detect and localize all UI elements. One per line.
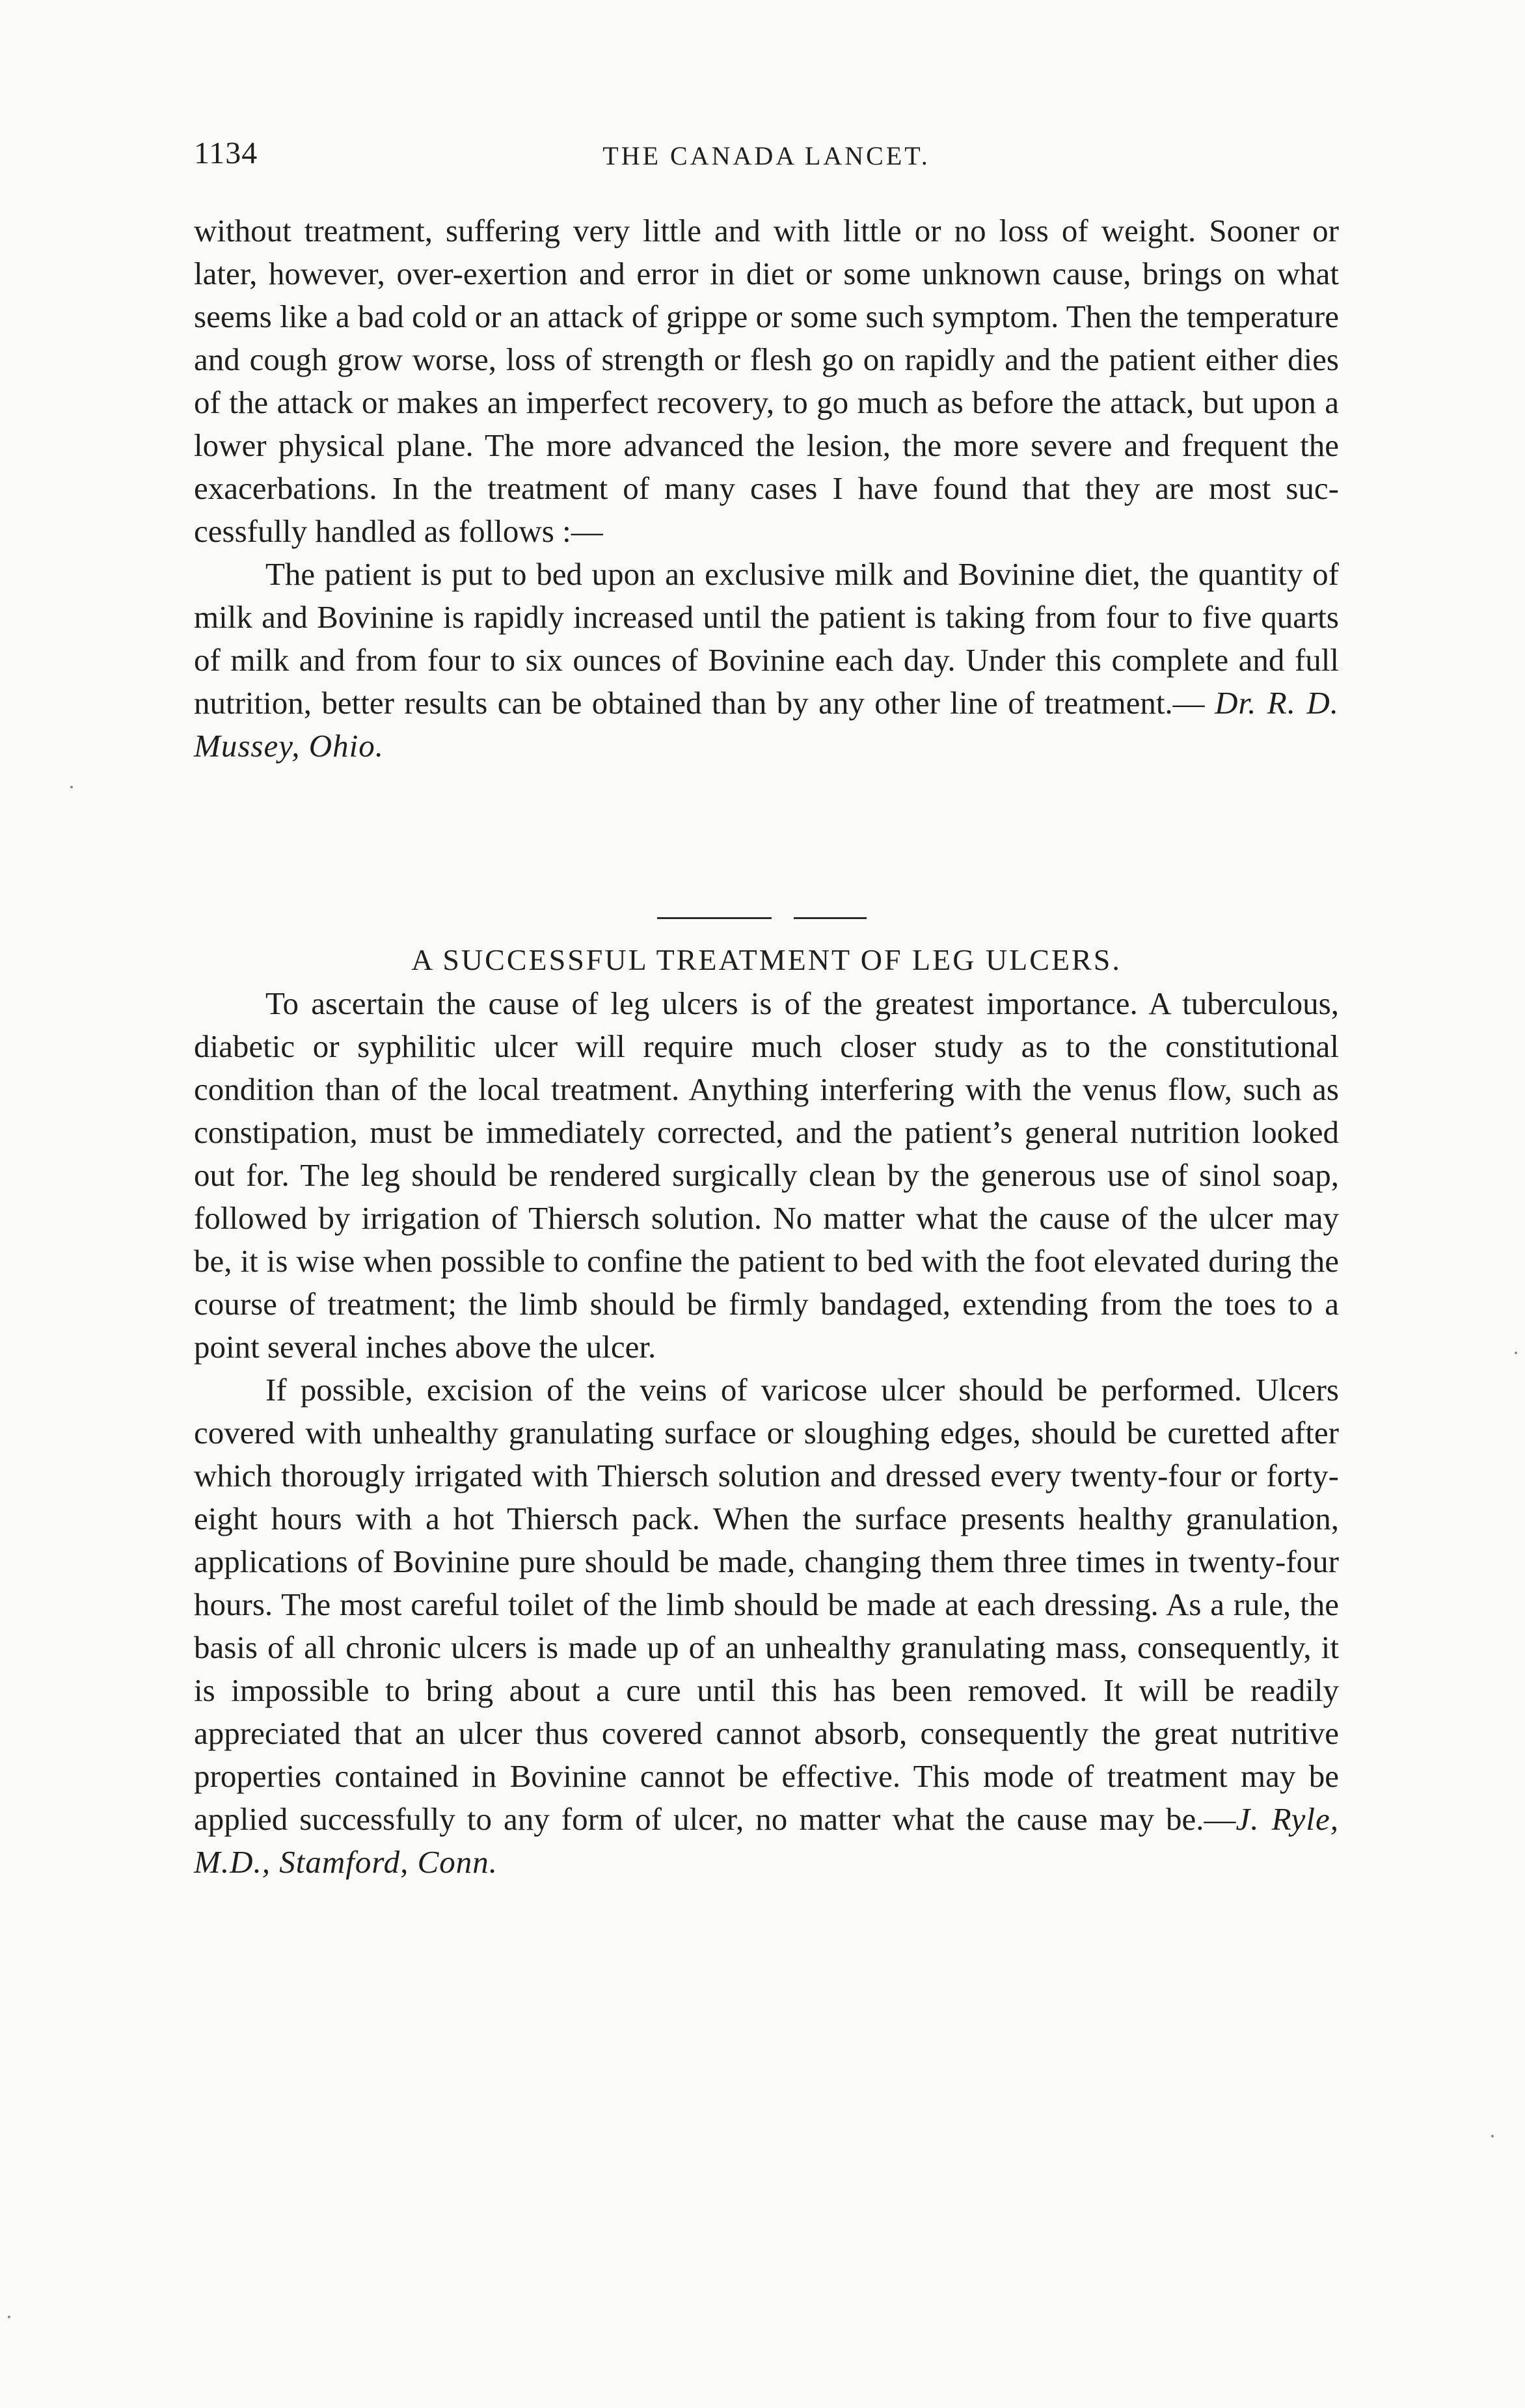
article-1	[194, 209, 1339, 768]
page-number: 1134	[194, 136, 258, 170]
divider-rule-right	[794, 917, 867, 919]
scan-speck	[8, 2316, 10, 2318]
divider-rule-left	[657, 917, 772, 919]
article-1-paragraph: without treatment, suffering very little and with little or no loss of weight. Sooner or later, however, over-exertion and error in diet or some unknown cause, brings on what seems like a bad cold or an attack of grippe or some such symptom. Then the temperature and cough grow worse, loss of strength or flesh go on rapidly and the patient either dies of the attack or makes an imperfect recovery, to go much as before the attack, but upon a lower physical plane. The more advanced the lesion, the more severe and frequent the exacerbations. In the treatment of many cases I have found that they are most successfully handled as follows :—	[194, 213, 1339, 549]
article-2-paragraph-text: If possible, excision of the veins of varicose ulcer should be performed. Ulcers covered with unhealthy granulating surface or sloughing edges, should be curetted after which thorougly irrigated with Thiersch solution and dressed every twenty-four or forty-eight hours with a hot Thiersch pack. When the surface presents healthy granulation, applications of Bovinine pure should be made, changing them three times in twenty-four hours. The most careful toilet of the limb should be made at each dressing. As a rule, the basis of all chronic ulcers is made up of an unhealthy granulating mass, consequently, it is impossible to bring about a cure until this has been removed. It will be readily appreciated that an ulcer thus covered cannot absorb, consequently the great nutritive properties contained in Bovinine cannot be effective. This mode of treatment may be applied successfully to any form of ulcer, no matter what the cause may be.—	[194, 1372, 1339, 1837]
article-1-paragraph	[194, 553, 1339, 768]
article-1-signature: Dr. R. D. Mussey, Ohio.	[194, 685, 1339, 764]
scan-speck	[70, 786, 73, 788]
article-2	[194, 982, 1339, 1884]
article-1-paragraph-text: The patient is put to bed upon an exclusive milk and Bovinine diet, the quantity of milk and Bovinine is rapidly increased until the patient is taking from four to five quarts of milk and from four to six ounces of Bovinine each day. Under this complete and full nutrition, better results can be obtained than by any other line of treatment.—	[194, 556, 1339, 721]
section-heading: A SUCCESSFUL TREATMENT OF LEG ULCERS.	[411, 943, 1122, 976]
scan-speck	[1491, 2135, 1494, 2137]
scan-speck	[1515, 1352, 1517, 1354]
running-head	[194, 135, 1339, 174]
section-divider	[657, 917, 865, 920]
article-2-paragraph	[194, 1369, 1339, 1884]
article-2-paragraph: To ascertain the cause of leg ulcers is of the greatest importance. A tuberculous, diabetic or syphilitic ulcer will require much closer study as to the constitutional condition than of the local treatment. Anything interfering with the venus flow, such as constipation, must be immediately corrected, and the patient’s general nutrition looked out for. The leg should be rendered surgically clean by the generous use of sinol soap, followed by irrigation of Thiersch solution. No matter what the cause of the ulcer may be, it is wise when possible to confine the patient to bed with the foot elevated during the course of treatment; the limb should be firmly bandaged, extending from the toes to a point several inches above the ulcer.	[194, 985, 1339, 1365]
journal-title: THE CANADA LANCET.	[602, 141, 930, 170]
article-2-signature: J. Ryle, M.D., Stamford, Conn.	[194, 1801, 1340, 1880]
